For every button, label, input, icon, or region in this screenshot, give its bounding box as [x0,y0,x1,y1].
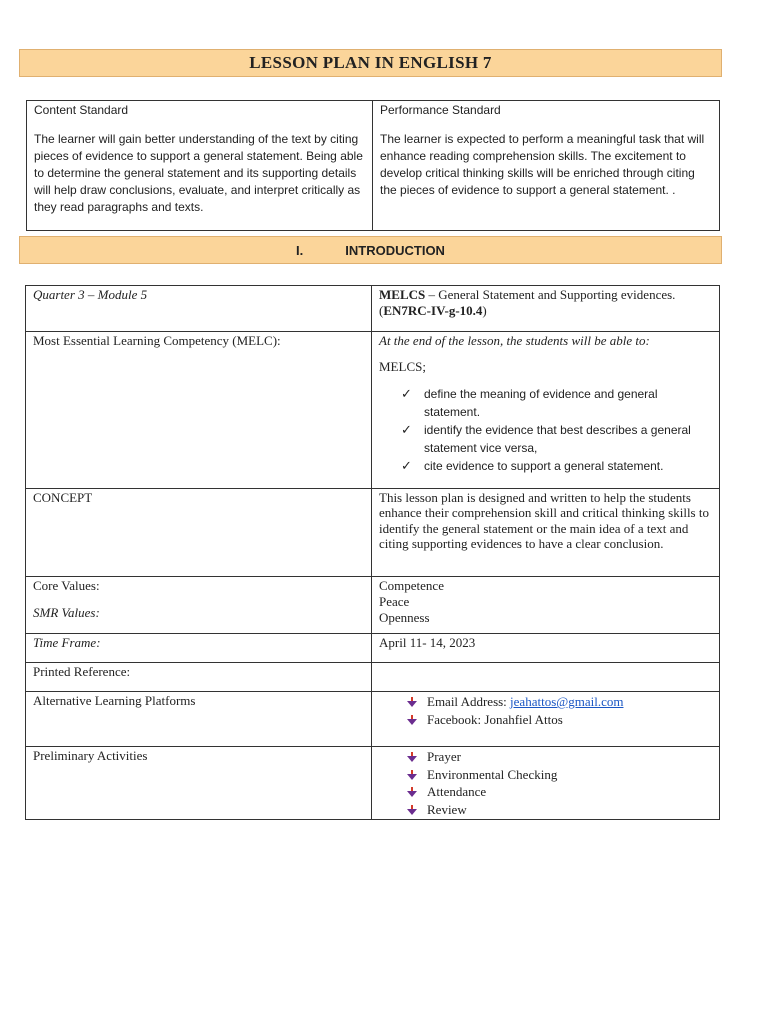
concept-text-cell [372,489,720,577]
arrow-bullet-icon [407,805,417,815]
printed-reference-cell [372,663,720,692]
list-item [401,801,712,819]
melc-objectives-list [399,385,712,475]
facebook-text: Facebook: Jonahfiel Attos [427,711,563,727]
activity-text: Prayer [427,749,461,764]
content-standard-heading: Content Standard [34,103,129,117]
objective-text: define the meaning of evidence and general statement. [424,387,658,419]
list-item [401,766,712,784]
melc-content-cell [372,332,720,489]
values-cell [372,577,720,634]
time-frame-value: April 11- 14, 2023 [379,635,476,650]
quarter-label-cell [26,286,372,332]
table-row [26,489,720,577]
list-item [401,693,712,711]
activity-text: Environmental Checking [427,766,558,782]
platforms-label-cell [26,692,372,747]
list-item [401,783,712,801]
page-title: LESSON PLAN IN ENGLISH 7 [249,53,492,72]
table-row [26,692,720,747]
performance-standard-text [380,131,712,199]
list-item [399,457,712,475]
email-link[interactable]: jeahattos@gmail.com [510,694,624,709]
table-row [26,663,720,692]
performance-standard-lead: The learner [380,132,442,146]
melc-label-cell [26,332,372,489]
checkmark-icon: ✓ [401,422,412,437]
email-label: Email Address: [427,694,511,709]
printed-reference-label: Printed Reference: [33,664,131,679]
melcs-text: – General Statement and Supporting evidences. ( [379,287,676,318]
melcs-bold: MELCS [379,287,426,302]
time-frame-label-cell [26,634,372,663]
time-frame-label: Time Frame: [33,635,101,650]
performance-standard-cell [373,101,720,231]
list-item [399,385,712,421]
melc-sub: MELCS; [379,359,426,374]
arrow-bullet-icon [407,752,417,762]
melcs-cell [372,286,720,332]
lesson-details-table [25,285,720,820]
platforms-list [401,693,712,728]
concept-label: CONCEPT [33,490,93,505]
table-row [26,332,720,489]
list-item [399,421,712,457]
melcs-code: EN7RC-IV-g-10.4 [383,303,483,318]
performance-standard-rest: is expected to perform a meaningful task that will enhance reading comprehension skills. The excitement to develop critical thinking skills will be enriched through citing the pieces of evidence to support a general statement. . [380,132,705,197]
content-standard-text: The learner will gain better understanding of the text by citing pieces of evidence to support a general statement. Being able to determine the general statement and its supporting details will help draw conclusions, evaluate, and interpret critically as they read paragraphs and texts. [34,132,363,214]
preliminary-cell [372,747,720,820]
content-standard-cell [27,101,373,231]
concept-text: This lesson plan is designed and written to help the students enhance their comprehension skill and critical thinking skills to identify the general statement or the main idea of a text and citing supporting evidences to have a clear conclusion. [379,490,709,551]
table-row [26,634,720,663]
checkmark-icon: ✓ [401,386,412,401]
list-item [401,748,712,766]
arrow-bullet-icon [407,787,417,797]
core-values-label: Core Values: [33,578,100,593]
title-banner [19,49,722,77]
table-row [26,747,720,820]
preliminary-label-cell [26,747,372,820]
section-title: INTRODUCTION [345,242,445,258]
arrow-bullet-icon [407,715,417,725]
arrow-bullet-icon [407,697,417,707]
smr-values-label: SMR Values: [33,605,100,620]
platforms-label: Alternative Learning Platforms [33,693,196,708]
table-row [26,577,720,634]
preliminary-list [401,748,712,818]
melc-intro: At the end of the lesson, the students will be able to: [379,333,650,348]
introduction-banner [19,236,722,264]
activity-text: Review [427,801,467,817]
melc-label: Most Essential Learning Competency (MELC): [33,333,281,348]
objective-text: identify the evidence that best describes a general statement vice versa, [424,423,691,455]
value-item: Peace [379,594,410,609]
activity-text: Attendance [427,784,487,799]
objective-text: cite evidence to support a general statement. [424,459,664,473]
standards-table [26,100,720,231]
performance-standard-heading: Performance Standard [380,103,501,117]
value-item: Competence [379,578,444,593]
melcs-close: ) [482,303,487,318]
quarter-label: Quarter 3 – Module 5 [33,287,148,302]
concept-label-cell [26,489,372,577]
values-label-cell [26,577,372,634]
arrow-bullet-icon [407,770,417,780]
time-frame-cell [372,634,720,663]
table-row [26,286,720,332]
section-number: I. [296,242,304,258]
platforms-cell [372,692,720,747]
checkmark-icon: ✓ [401,458,412,473]
printed-reference-label-cell [26,663,372,692]
preliminary-label: Preliminary Activities [33,748,148,763]
value-item: Openness [379,610,430,625]
list-item [401,711,712,729]
